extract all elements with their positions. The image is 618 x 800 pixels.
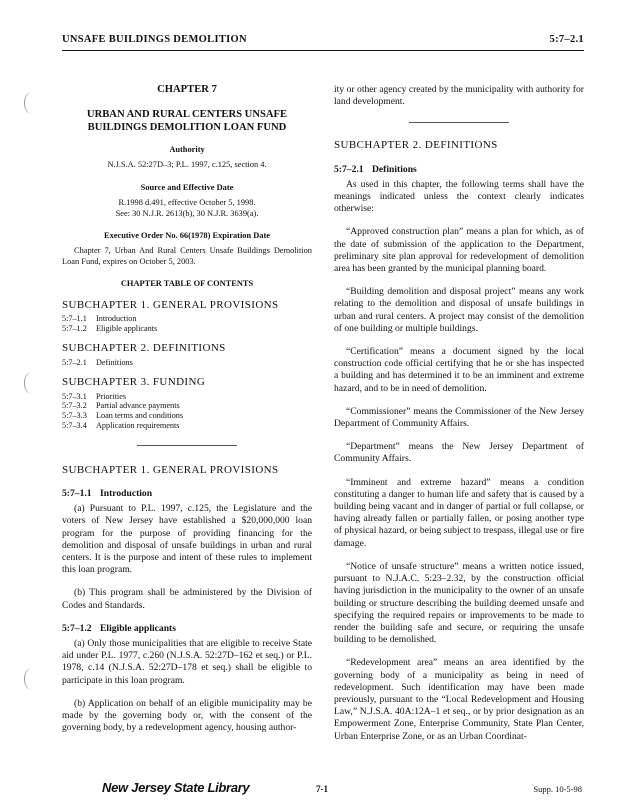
authority-text: N.J.S.A. 52:27D–3; P.L. 1997, c.125, section 4. (107, 160, 267, 170)
scan-mark (24, 92, 39, 114)
running-header (62, 34, 584, 50)
source-text: See: 30 N.J.R. 2613(b), 30 N.J.R. 3639(a). (115, 208, 259, 218)
paragraph: (b) Application on behalf of an eligible municipality may be made by the governing body or, with the consent of the governing body, by a redevelopment agency, housing author- (62, 697, 312, 734)
chapter-title: URBAN AND RURAL CENTERS UNSAFE BUILDINGS DEMOLITION LOAN FUND (86, 109, 288, 134)
subchapter-heading: SUBCHAPTER 1. GENERAL PROVISIONS (62, 463, 279, 476)
library-stamp: New Jersey State Library (102, 780, 250, 795)
left-column (62, 84, 312, 745)
definition-paragraph: “Commissioner” means the Commissioner of the New Jersey Department of Community Affairs. (334, 405, 584, 430)
paragraph-continuation: ity or other agency created by the municipality with authority for land development. (334, 84, 584, 108)
page-number: 7-1 (316, 784, 328, 794)
header-rule (62, 50, 584, 51)
paragraph: (a) Only those municipalities that are eligible to receive State aid under P.L. 1977, c.260 (N.J.S.A. 52:27D–162 et seq.) or P.L. 1978, c.14 (N.J.S.A. 52:27D–178 et seq.) shall be eligible to participate in this loan program. (62, 637, 312, 686)
toc-entry[interactable]: 5:7–3.3 Loan terms and conditions (62, 411, 184, 421)
section-heading: 5:7–1.2 Eligible applicants (62, 622, 176, 634)
header-title: UNSAFE BUILDINGS DEMOLITION (62, 34, 247, 45)
definition-paragraph: “Imminent and extreme hazard” means a condition constituting a danger to human life and safety that is caused by a building being vacant and in danger of partial or full collapse, or having already fallen or partially fallen, or posing another type of physical hazard, or being subject to trespass, illegal use or fire damage. (334, 476, 584, 549)
paragraph: (a) Pursuant to P.L. 1997, c.125, the Legislature and the voters of New Jersey have established a $20,000,000 loan program for the purpose of providing financing for the demolition and disposal of unsafe buildings in urban and rural centers. It is the purpose and intent of these rules to implement this loan program. (62, 503, 312, 576)
toc-entry[interactable]: 5:7–3.1 Priorities (62, 391, 127, 401)
subchapter-heading: SUBCHAPTER 2. DEFINITIONS (334, 139, 498, 152)
toc-heading: CHAPTER TABLE OF CONTENTS (120, 279, 254, 289)
toc-subchapter-title: SUBCHAPTER 3. FUNDING (62, 376, 206, 389)
separator-rule (137, 445, 237, 446)
scan-mark (24, 372, 39, 394)
section-heading: 5:7–1.1 Introduction (62, 487, 153, 499)
source-text: R.1998 d.491, effective October 5, 1998. (118, 198, 256, 208)
definition-paragraph: “Building demolition and disposal project” means any work relating to the demolition and disposal of unsafe buildings in urban and rural centers. A project may consist of the demolition of one building or multiple buildings. (334, 286, 584, 334)
definition-paragraph: “Redevelopment area” means an area identified by the governing body of a municipality as being in need of redevelopment. Such identification may have been made previously, pursuant to the “Local Redevelopment and Housing Law,” N.J.S.A. 40A:12A–1 et seq., or by prior designation as an Empowerment Zone, Enterprise Community, State Plan Center, Urban Enterprise Zone, or as an Urban Coordinat- (334, 657, 584, 742)
source-heading: Source and Effective Date (140, 182, 234, 192)
supplement-date: Supp. 10-5-98 (533, 784, 582, 794)
table-of-contents (62, 299, 312, 431)
toc-entry[interactable]: 5:7–2.1 Definitions (62, 357, 133, 367)
section-heading: 5:7–2.1 Definitions (334, 163, 417, 175)
definition-paragraph: “Notice of unsafe structure” means a written notice issued, pursuant to N.J.A.C. 5:23–2.32, by the construction official having jurisdiction in the municipality to the owner of an unsafe building or structure describing the building deemed unsafe and specifying the required repairs or improvements to be made to render the building safe and secure, or requiring the unsafe building to be demolished. (334, 560, 584, 646)
header-section: 5:7–2.1 (549, 34, 584, 45)
right-column (334, 84, 584, 754)
chapter-label: CHAPTER 7 (157, 84, 217, 95)
toc-subchapter-title: SUBCHAPTER 2. DEFINITIONS (62, 342, 226, 355)
paragraph: (b) This program shall be administered by the Division of Codes and Standards. (62, 587, 312, 611)
executive-order-text: Chapter 7, Urban And Rural Centers Unsafe Buildings Demolition Loan Fund, expires on October 5, 2003. (62, 246, 312, 266)
toc-entry[interactable]: 5:7–3.4 Application requirements (62, 420, 180, 430)
separator-rule (409, 122, 509, 123)
scan-mark (24, 668, 39, 690)
toc-entry[interactable]: 5:7–1.1 Introduction (62, 313, 137, 323)
toc-entry[interactable]: 5:7–1.2 Eligible applicants (62, 323, 158, 333)
definition-paragraph: “Certification” means a document signed by the local construction code official certifying that he or she has inspected a building and has determined it to be an imminent and extreme hazard, and to be in need of demolition. (334, 346, 584, 394)
toc-entry[interactable]: 5:7–3.2 Partial advance payments (62, 401, 180, 411)
definition-paragraph: “Department” means the New Jersey Department of Community Affairs. (334, 441, 584, 465)
executive-order-heading: Executive Order No. 66(1978) Expiration Date (104, 231, 270, 241)
toc-subchapter-title: SUBCHAPTER 1. GENERAL PROVISIONS (62, 298, 279, 311)
paragraph: As used in this chapter, the following terms shall have the meanings indicated unless the context clearly indicates otherwise: (334, 178, 584, 215)
authority-heading: Authority (169, 145, 205, 155)
definition-paragraph: “Approved construction plan” means a plan for which, as of the date of submission of the application to the Department, preliminary site plan approval for redevelopment of demolition area has been granted by the municipal planning board. (334, 226, 584, 275)
